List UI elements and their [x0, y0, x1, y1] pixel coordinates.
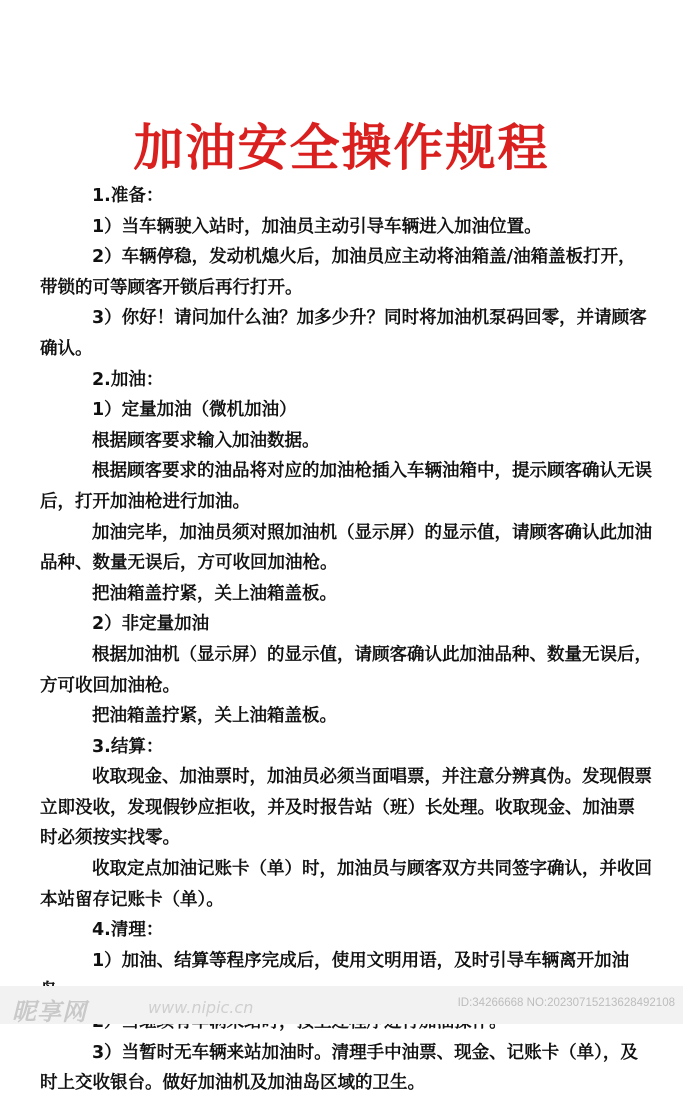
paragraph: 把油箱盖拧紧，关上油箱盖板。	[92, 706, 337, 727]
paragraph: 把油箱盖拧紧，关上油箱盖板。	[92, 583, 337, 604]
paragraph: 加油完毕，加油员须对照加油机（显示屏）的显示值，请顾客确认此加油品种、数量无误后，方可收回加油枪。	[40, 522, 652, 574]
paragraph: 根据顾客要求的油品将对应的加油枪插入车辆油箱中，提示顾客确认无误后，打开加油枪进行加油。	[40, 461, 652, 512]
paragraph: 1）加油、结算等程序完成后，使用文明用语，及时引导车辆离开加油	[92, 950, 630, 971]
watermark-url: www.nipic.cn	[148, 998, 254, 1017]
paragraph: 收取定点加油记账卡（单）时，加油员与顾客双方共同签字确认，并收回本站留存记账卡（单）。	[40, 859, 652, 910]
paragraph: 根据加油机（显示屏）的显示值，请顾客确认此加油品种、数量无误后，方可收回加油枪。	[40, 644, 652, 696]
paragraph: 1）定量加油（微机加油）	[92, 400, 297, 421]
paragraph: 2）车辆停稳，发动机熄火后，加油员应主动将油箱盖/油箱盖板打开，带锁的可等顾客开锁后再行打开。	[40, 247, 636, 298]
paragraph: 收取现金、加油票时，加油员必须当面唱票，并注意分辨真伪。发现假票立即没收，发现假钞应拒收，并及时报告站（班）长处理。收取现金、加油票时必须按实找零。	[40, 767, 652, 849]
watermark-id: ID:34266668 NO:20230715213628492108	[457, 997, 675, 1009]
paragraph: 3）你好！请问加什么油？加多少升？同时将加油机泵码回零，并请顾客确认。	[40, 308, 647, 359]
section-heading: 1.准备：	[92, 186, 164, 206]
paragraph: 根据顾客要求输入加油数据。	[92, 430, 320, 451]
paragraph: 1）当车辆驶入站时，加油员主动引导车辆进入加油位置。	[92, 216, 542, 237]
watermark-logo: 昵享网	[12, 998, 87, 1026]
section-heading: 2.加油：	[92, 369, 164, 390]
document-body	[40, 181, 652, 1099]
paragraph: 3）当暂时无车辆来站加油时。清理手中油票、现金、记账卡（单），及时上交收银台。做好加油机及加油岛区域的卫生。	[40, 1042, 638, 1094]
paragraph: 2）非定量加油	[92, 614, 210, 635]
section-heading: 4.清理：	[92, 920, 164, 941]
section-heading: 3.结算：	[92, 736, 164, 757]
document-title: 加油安全操作规程	[133, 119, 550, 177]
watermark-bar	[0, 986, 683, 1024]
